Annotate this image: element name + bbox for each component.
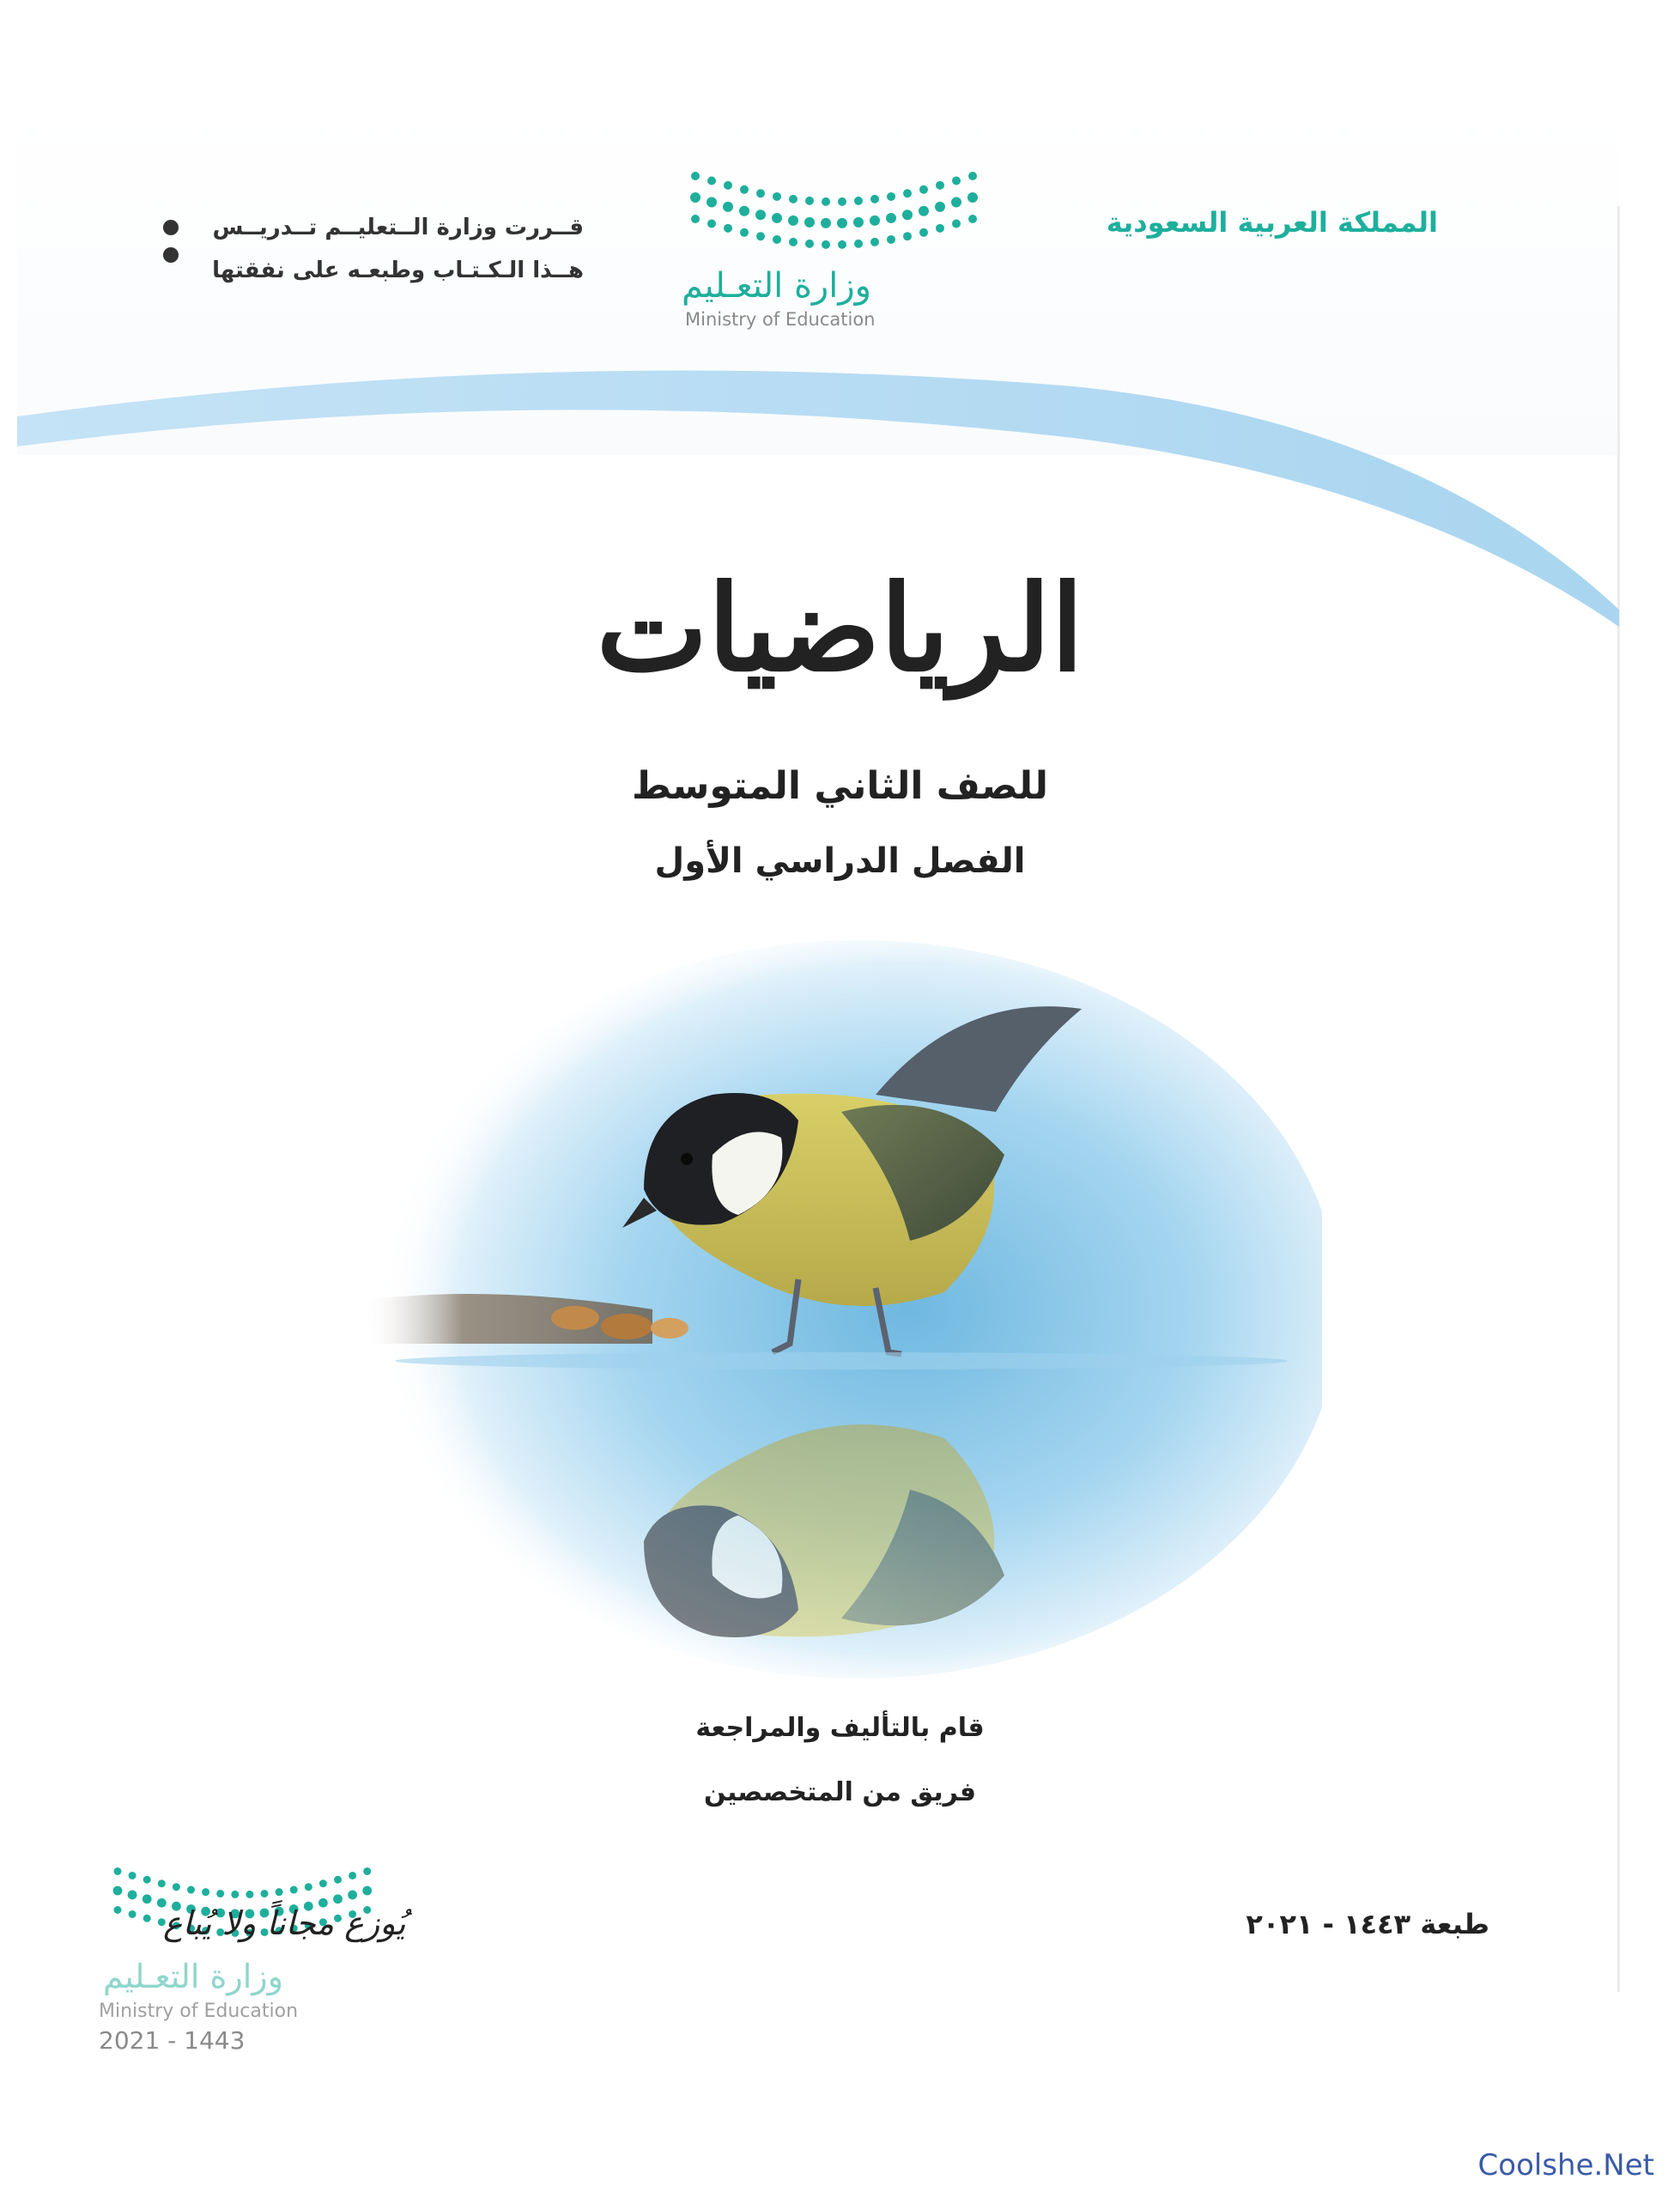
logo-dot bbox=[804, 217, 815, 228]
ministry-logo bbox=[670, 159, 1013, 339]
kingdom-label: المملكة العربية السعودية bbox=[1106, 206, 1438, 239]
approval-line-1: قــررت وزارة الــتعليــم تــدريــس bbox=[212, 215, 584, 240]
logo-dot bbox=[216, 1890, 224, 1897]
logo-dot bbox=[805, 197, 814, 205]
logo-dot bbox=[173, 1883, 180, 1891]
logo-dot bbox=[887, 192, 895, 201]
site-watermark: Coolshe.Net bbox=[1477, 2148, 1654, 2183]
grade-label: للصف الثاني المتوسط bbox=[631, 764, 1049, 808]
logo-dot bbox=[936, 224, 944, 233]
logo-dot bbox=[870, 238, 879, 246]
logo-dot bbox=[952, 177, 961, 185]
logo-dot bbox=[739, 206, 749, 216]
logo-dot bbox=[773, 235, 781, 244]
bullet-icons bbox=[163, 220, 179, 275]
logo-dot bbox=[903, 232, 912, 240]
logo-dot bbox=[968, 172, 977, 180]
logo-dot bbox=[773, 192, 781, 201]
logo-dot bbox=[772, 213, 782, 223]
logo-dot bbox=[231, 1891, 239, 1898]
logo-dot bbox=[723, 202, 733, 212]
logo-dot bbox=[724, 224, 732, 233]
logo-dot bbox=[363, 1867, 371, 1875]
authors-label: قام بالتأليف والمراجعة bbox=[695, 1713, 985, 1743]
approval-line-2: هــذا الـكـتـاب وطبعـه على نفقتها bbox=[212, 258, 584, 283]
logo-dot bbox=[707, 197, 717, 208]
logo-dot bbox=[919, 206, 929, 216]
logo-dot bbox=[143, 1876, 151, 1884]
logo-dot bbox=[822, 240, 830, 249]
authors-team: فريق من المتخصصين bbox=[704, 1777, 976, 1807]
logo-dot bbox=[854, 197, 863, 205]
bird-drinking-water-icon bbox=[361, 940, 1322, 1679]
logo-dot bbox=[333, 1894, 343, 1904]
logo-dot bbox=[319, 1879, 327, 1887]
logo-dot bbox=[276, 1888, 283, 1896]
footer-ministry-logo bbox=[94, 1855, 406, 2055]
logo-dot bbox=[838, 240, 846, 249]
footer-year: 2021 - 1443 bbox=[99, 2026, 246, 2055]
logo-dot bbox=[690, 192, 701, 203]
logo-dot bbox=[691, 215, 700, 223]
logo-dot bbox=[305, 1883, 312, 1891]
logo-dot bbox=[951, 197, 961, 208]
logo-dot bbox=[838, 197, 846, 206]
logo-dot bbox=[903, 189, 912, 197]
logo-dot bbox=[740, 185, 749, 194]
logo-dot bbox=[902, 209, 913, 220]
logo-dot bbox=[853, 217, 864, 228]
semester-label: الفصل الدراسي الأول bbox=[654, 841, 1026, 881]
logo-dot bbox=[128, 1891, 137, 1900]
logo-dot bbox=[114, 1867, 122, 1875]
logo-dot bbox=[129, 1910, 136, 1918]
logo-dot bbox=[854, 240, 863, 248]
logo-dot bbox=[129, 1872, 136, 1879]
logo-dot bbox=[261, 1890, 269, 1897]
logo-dot bbox=[788, 216, 798, 226]
logo-dot bbox=[143, 1915, 151, 1922]
logo-dot bbox=[887, 235, 895, 244]
logo-dot bbox=[967, 192, 978, 203]
book-title: الرياضيات bbox=[596, 558, 1084, 698]
logo-dot bbox=[870, 216, 880, 226]
approval-note bbox=[163, 215, 584, 301]
logo-dot bbox=[707, 177, 716, 185]
logo-dot bbox=[755, 209, 766, 220]
logo-dot bbox=[740, 228, 749, 237]
logo-dot bbox=[756, 232, 765, 240]
logo-dot bbox=[968, 215, 977, 223]
logo-dot bbox=[691, 172, 700, 180]
logo-dot bbox=[870, 195, 879, 203]
logo-dot bbox=[246, 1891, 253, 1898]
logo-dot bbox=[789, 195, 798, 203]
logo-dot bbox=[724, 181, 732, 190]
logo-dot bbox=[143, 1894, 152, 1904]
edition-label: طبعة ١٤٤٣ - ٢٠٢١ bbox=[1246, 1908, 1489, 1940]
dots-wave-logo-icon bbox=[670, 159, 1013, 270]
logo-dot bbox=[919, 185, 928, 194]
logo-dot bbox=[187, 1886, 195, 1894]
footer-ministry-name-ar: وزارة التعـليم bbox=[103, 1958, 284, 1995]
bird-illustration bbox=[361, 940, 1322, 1679]
free-distribution-stamp: يُوزع مجاناً ولا يُباع bbox=[163, 1904, 406, 1942]
logo-dot bbox=[348, 1891, 357, 1900]
logo-dot bbox=[158, 1879, 166, 1887]
logo-dot bbox=[936, 181, 944, 190]
logo-dot bbox=[707, 220, 716, 228]
logo-dot bbox=[822, 197, 830, 206]
logo-dot bbox=[789, 238, 798, 246]
logo-dot bbox=[362, 1886, 372, 1896]
logo-dot bbox=[821, 218, 831, 228]
logo-dot bbox=[886, 213, 896, 223]
logo-dot bbox=[805, 240, 814, 248]
logo-dot bbox=[349, 1872, 356, 1879]
logo-dot bbox=[756, 189, 765, 197]
footer-ministry-name-en: Ministry of Education bbox=[99, 2001, 299, 2022]
logo-dot bbox=[114, 1906, 122, 1914]
logo-dot bbox=[919, 228, 928, 237]
ministry-name-en: Ministry of Education bbox=[685, 309, 876, 330]
logo-dot bbox=[935, 202, 945, 212]
ministry-name-ar: وزارة التعـليم bbox=[681, 266, 871, 306]
logo-dot bbox=[202, 1888, 209, 1896]
logo-dot bbox=[113, 1886, 123, 1896]
logo-dot bbox=[952, 220, 961, 228]
logo-dot bbox=[334, 1876, 342, 1884]
logo-dot bbox=[290, 1886, 298, 1894]
logo-dot bbox=[837, 218, 847, 228]
